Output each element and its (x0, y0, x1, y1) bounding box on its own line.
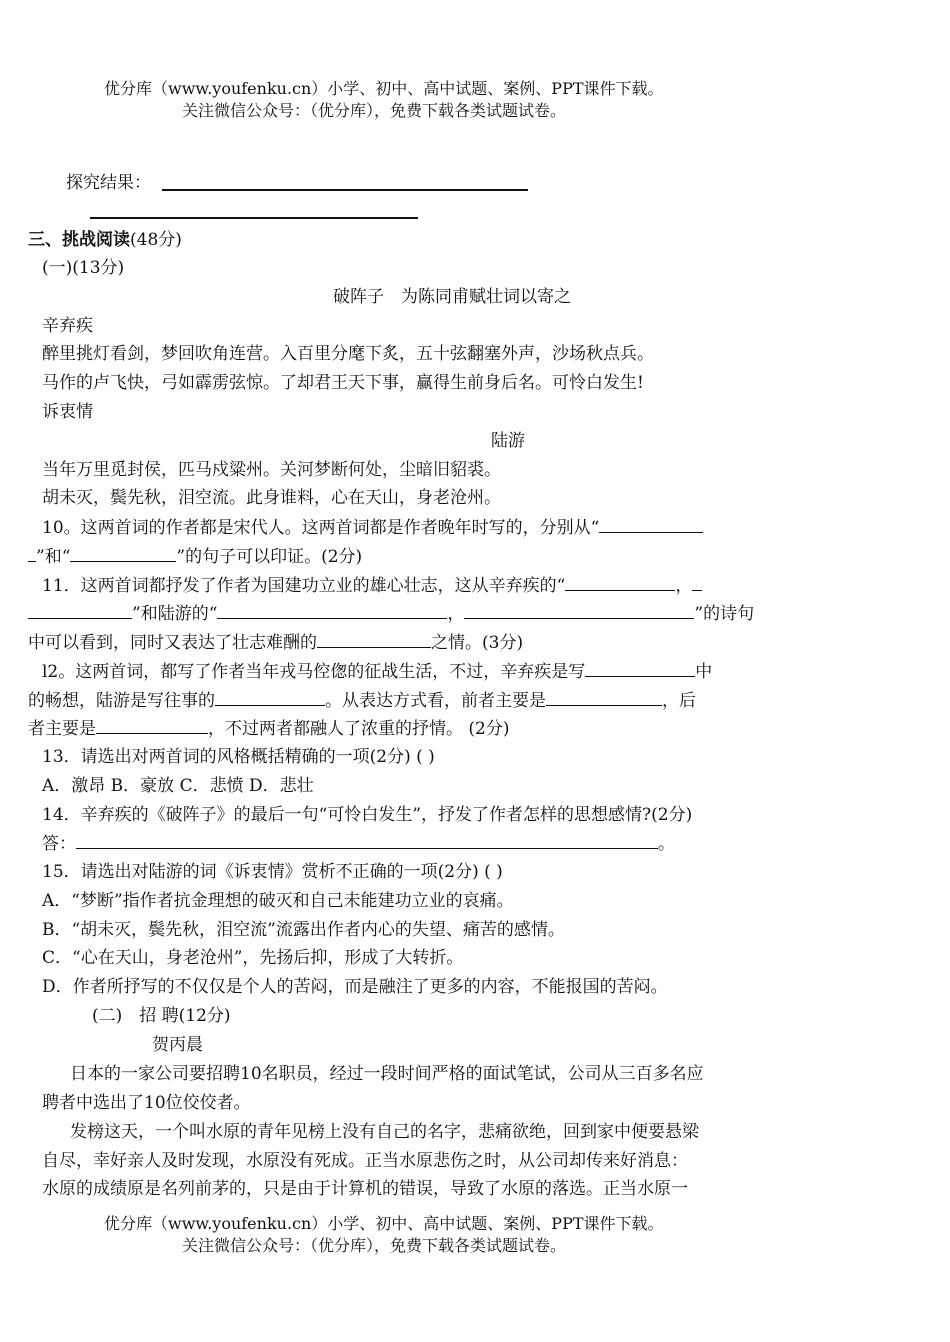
q11-text-b: ， (675, 576, 693, 596)
q13-stem: 13．请选出对两首词的风格概括精确的一项(2分) ( ) (42, 747, 435, 767)
footer-line-2: 关注微信公众号：（优分库），免费下载各类试题试卷。 (182, 1236, 567, 1255)
q10-text-b: ”和“ (36, 547, 71, 567)
part2-author: 贺丙晨 (152, 1035, 203, 1055)
part1-label: (一)(13分) (42, 258, 125, 278)
q10-line-2 (28, 545, 362, 568)
poem1-line-1: 醉里挑灯看剑，梦回吹角连营。入百里分麾下炙，五十弦翻塞外声，沙场秋点兵。 (42, 344, 654, 364)
poem2-line-1: 当年万里觅封侯，匹马戍粱州。关河梦断何处，尘暗旧貂裘。 (42, 460, 501, 480)
q10-blank-1-cont[interactable] (28, 545, 36, 562)
q15-option-a: A．“梦断”指作者抗金理想的破灭和自己未能建功立业的哀痛。 (42, 891, 514, 911)
q15-option-b: B．“胡未灭，鬓先秋，泪空流”流露出作者内心的失望、痛苦的感情。 (42, 920, 565, 940)
q11-text-f: 中可以看到，同时又表达了壮志难酬的 (28, 633, 317, 653)
part2-para-1-line-2: 聘者中选出了10位佼佼者。 (42, 1093, 251, 1113)
q11-blank-2[interactable] (692, 574, 702, 591)
result-answer-line-1 (162, 189, 528, 191)
q12-text-d: 。从表达方式看，前者主要是 (325, 691, 546, 711)
q12-line-2 (28, 689, 696, 712)
q12-text-e: ，后 (662, 691, 696, 711)
poem2-author: 陆游 (491, 431, 525, 451)
q11-text-d: ， (447, 604, 465, 624)
q12-blank-3[interactable] (546, 689, 662, 706)
q10-blank-2[interactable] (70, 545, 176, 562)
poem2-title: 诉衷情 (42, 402, 93, 422)
q11-blank-5[interactable] (317, 631, 431, 648)
header-line-1: 优分库（www.youfenku.cn）小学、初中、高中试题、案例、PPT课件下载。 (104, 79, 664, 98)
part2-label: (二) 招 聘(12分) (92, 1006, 231, 1026)
q11-line-2 (28, 602, 754, 625)
poem1-line-2: 马作的卢飞快，弓如霹雳弦惊。了却君王天下事，赢得生前身后名。可怜白发生! (42, 373, 644, 393)
poem1-title: 破阵子 为陈同甫赋壮词以寄之 (333, 287, 571, 307)
q14-answer-end: 。 (658, 834, 675, 854)
result-answer-line-2 (90, 217, 418, 219)
q12-blank-1[interactable] (585, 660, 695, 677)
q11-line-3 (28, 631, 523, 654)
section-title-text: 三、挑战阅读 (28, 230, 130, 250)
q12-line-1 (42, 660, 712, 683)
q14-answer-label: 答： (42, 834, 76, 854)
q13-options: A．激昂 B．豪放 C．悲愤 D．悲壮 (42, 776, 314, 796)
q11-blank-2-cont[interactable] (28, 602, 132, 619)
q11-text-g: 之情。(3分) (431, 633, 524, 653)
q11-blank-4[interactable] (464, 602, 694, 619)
q12-text-a: l2。这两首词，都写了作者当年戎马倥偬的征战生活，不过，辛弃疾是写 (42, 662, 586, 682)
section-title (28, 229, 182, 251)
q12-blank-2[interactable] (215, 689, 325, 706)
part2-para-2-line-2: 自尽，幸好亲人及时发现，水原没有死成。正当水原悲伤之时，从公司却传来好消息： (42, 1151, 688, 1171)
q11-blank-1[interactable] (565, 574, 675, 591)
poem1-author: 辛弃疾 (42, 316, 93, 336)
q14-stem: 14．辛弃疾的《破阵子》的最后一句“可怜白发生”，抒发了作者怎样的思想感情?(2分) (42, 805, 693, 825)
q11-text-c: ”和陆游的“ (132, 604, 218, 624)
q12-text-b: 中 (695, 662, 713, 682)
poem2-line-2: 胡未灭，鬓先秋，泪空流。此身谁料，心在天山，身老沧州。 (42, 488, 501, 508)
q11-line-1 (42, 574, 702, 597)
q15-stem: 15．请选出对陆游的词《诉衷情》赏析不正确的一项(2分) ( ) (42, 862, 503, 882)
q11-text-e: ”的诗句 (694, 604, 755, 624)
part2-para-2-line-1: 发榜这天，一个叫水原的青年见榜上没有自己的名字，悲痛欲绝，回到家中便要悬梁 (70, 1122, 699, 1142)
header-line-2: 关注微信公众号：（优分库），免费下载各类试题试卷。 (182, 101, 567, 120)
q10-line-1 (42, 516, 703, 539)
q14-answer-blank[interactable] (76, 832, 658, 849)
q14-answer-line (42, 832, 675, 855)
q15-option-c: C．“心在天山，身老沧州”，先扬后抑，形成了大转折。 (42, 948, 464, 968)
q12-blank-4[interactable] (96, 717, 208, 734)
footer-line-1: 优分库（www.youfenku.cn）小学、初中、高中试题、案例、PPT课件下载。 (104, 1214, 664, 1233)
q12-text-g: ，不过两者都融人了浓重的抒情。 (2分) (208, 719, 510, 739)
q15-option-d: D．作者所抒写的不仅仅是个人的苦闷，而是融注了更多的内容，不能报国的苦闷。 (42, 977, 668, 997)
q11-text-a: 11．这两首词都抒发了作者为国建功立业的雄心壮志，这从辛弃疾的“ (42, 576, 566, 596)
q10-blank-1[interactable] (599, 516, 703, 533)
q10-text-a: 10。这两首词的作者都是宋代人。这两首词都是作者晚年时写的，分别从“ (42, 518, 600, 538)
q12-text-c: 的畅想，陆游是写往事的 (28, 691, 215, 711)
result-label: 探究结果： (66, 173, 151, 193)
q12-text-f: 者主要是 (28, 719, 96, 739)
part2-para-2-line-3: 水原的成绩原是名列前茅的，只是由于计算机的错误，导致了水原的落选。正当水原一 (42, 1179, 688, 1199)
q12-line-3 (28, 717, 509, 740)
q11-blank-3[interactable] (217, 602, 447, 619)
q10-text-c: ”的句子可以印证。(2分) (176, 547, 363, 567)
section-score: (48分) (130, 230, 182, 250)
part2-para-1-line-1: 日本的一家公司要招聘10名职员，经过一段时间严格的面试笔试，公司从三百多名应 (70, 1064, 704, 1084)
